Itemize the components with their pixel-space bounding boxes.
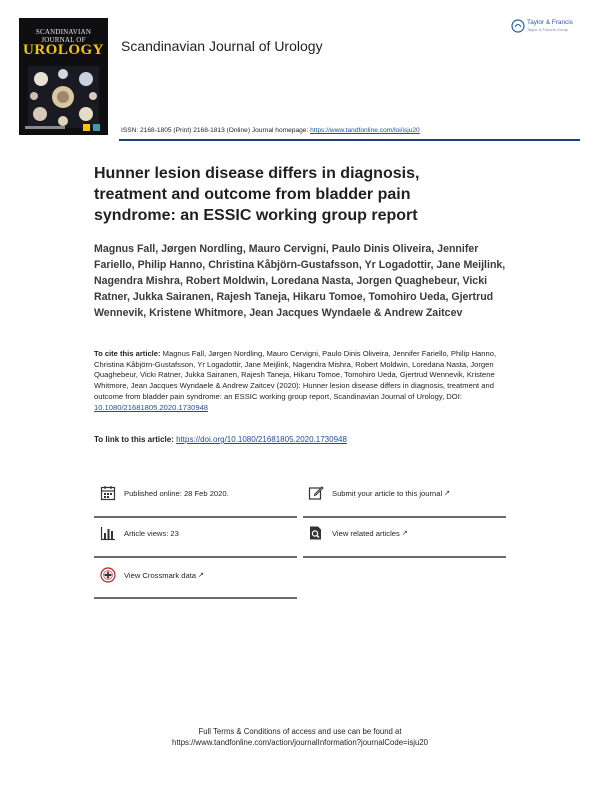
info-divider xyxy=(303,556,506,558)
cover-artwork xyxy=(28,66,99,128)
journal-homepage-link[interactable]: https://www.tandfonline.com/loi/isju20 xyxy=(310,127,420,134)
cover-title-line2: JOURNAL OF xyxy=(41,36,86,44)
publisher-subtitle: Taylor & Francis Group xyxy=(527,27,568,32)
edit-icon xyxy=(308,485,324,501)
publisher-name: Taylor & Francis xyxy=(527,19,573,26)
bar-chart-icon xyxy=(100,525,116,541)
external-link-icon: ↗ xyxy=(198,572,204,579)
view-related-articles-link[interactable] xyxy=(308,521,408,545)
citation-label: To cite this article: xyxy=(94,349,163,358)
publisher-logo[interactable] xyxy=(511,18,583,36)
article-authors: Magnus Fall, Jørgen Nordling, Mauro Cervigni, Paulo Dinis Oliveira, Jennifer Fariello, Philip Hanno, Christina Kåbjörn-Gustafsson, Yr Logadottir, Jane Meijlink, Nagendra Mishra, Robert Moldwin, Loredana Nasta, Jorgen Quaghebeur, Vicki Ratner, Jukka Sairanen, Rajesh Taneja, Hikaru Tomoe, Tomohiro Ueda, Gjertrud Wennevik, Kristene Whitmore, Jean Jacques Wyndaele & Andrew Zaitcev xyxy=(94,243,506,319)
calendar-icon xyxy=(100,485,116,501)
view-crossmark-label: View Crossmark data xyxy=(124,570,197,580)
doi-link[interactable]: 10.1080/21681805.2020.1730948 xyxy=(94,402,209,412)
crossmark-icon xyxy=(100,567,116,583)
issn-text: ISSN: 2168-1805 (Print) 2168-1813 (Online) Journal homepage: xyxy=(121,127,311,134)
journal-cover xyxy=(19,18,108,135)
journal-name: Scandinavian Journal of Urology xyxy=(121,38,323,54)
footer-terms-link[interactable]: https://www.tandfonline.com/action/journalInformation?journalCode=isju20 xyxy=(172,738,428,747)
article-views-info xyxy=(100,521,179,545)
citation-block xyxy=(94,349,524,413)
external-link-icon: ↗ xyxy=(444,490,451,497)
info-divider xyxy=(303,516,506,518)
footer-line1: Full Terms & Conditions of access and use can be found at xyxy=(198,727,402,736)
header-divider xyxy=(119,139,580,141)
search-document-icon xyxy=(308,525,324,541)
submit-article-link[interactable] xyxy=(308,481,450,505)
view-related-label: View related articles xyxy=(332,528,400,538)
cover-title-main: UROLOGY xyxy=(22,42,104,58)
page-footer xyxy=(0,726,600,748)
article-views-label: Article views: 23 xyxy=(124,528,179,538)
external-link-icon: ↗ xyxy=(401,530,408,537)
link-label: To link to this article: xyxy=(94,435,177,444)
published-online-info xyxy=(100,481,229,505)
article-link-line xyxy=(94,435,347,444)
cover-footer-strip xyxy=(25,124,102,131)
submit-article-label: Submit your article to this journal xyxy=(332,488,443,498)
article-title: Hunner lesion disease differs in diagnosis, treatment and outcome from bladder pain syndrome: an ESSIC working group report xyxy=(94,165,420,224)
view-crossmark-link[interactable] xyxy=(100,563,204,587)
info-divider xyxy=(94,597,297,599)
citation-text: Magnus Fall, Jørgen Nordling, Mauro Cervigni, Paulo Dinis Oliveira, Jennifer Fariello, Philip Hanno, Christina Kåbjörn-Gustafsson, Yr Logadottir, Jane Meijlink, Nagendra Mishra, Robert Moldwin, Loredana Nasta, Jorgen Quaghebeur, Vicki Ratner, Jukka Sairanen, Rajesh Taneja, Hikaru Tomoe, Tomohiro Ueda, Gjertrud Wennevik, Kristene Whitmore, Jean Jacques Wyndaele & Andrew Zaitcev (2020): Hunner lesion disease differs in diagnosis, treatment and outcome from bladder pain syndrome: an ESSIC working group report, Scandinavian Journal of Urology, DOI: xyxy=(94,349,497,401)
published-online-label: Published online: 28 Feb 2020. xyxy=(124,488,229,498)
issn-line xyxy=(121,127,420,134)
info-divider xyxy=(94,516,297,518)
cover-title-line1: SCANDINAVIAN xyxy=(35,28,92,36)
article-url-link[interactable]: https://doi.org/10.1080/21681805.2020.1730948 xyxy=(176,435,347,444)
info-divider xyxy=(94,556,297,558)
publisher-logo-icon xyxy=(511,19,525,33)
